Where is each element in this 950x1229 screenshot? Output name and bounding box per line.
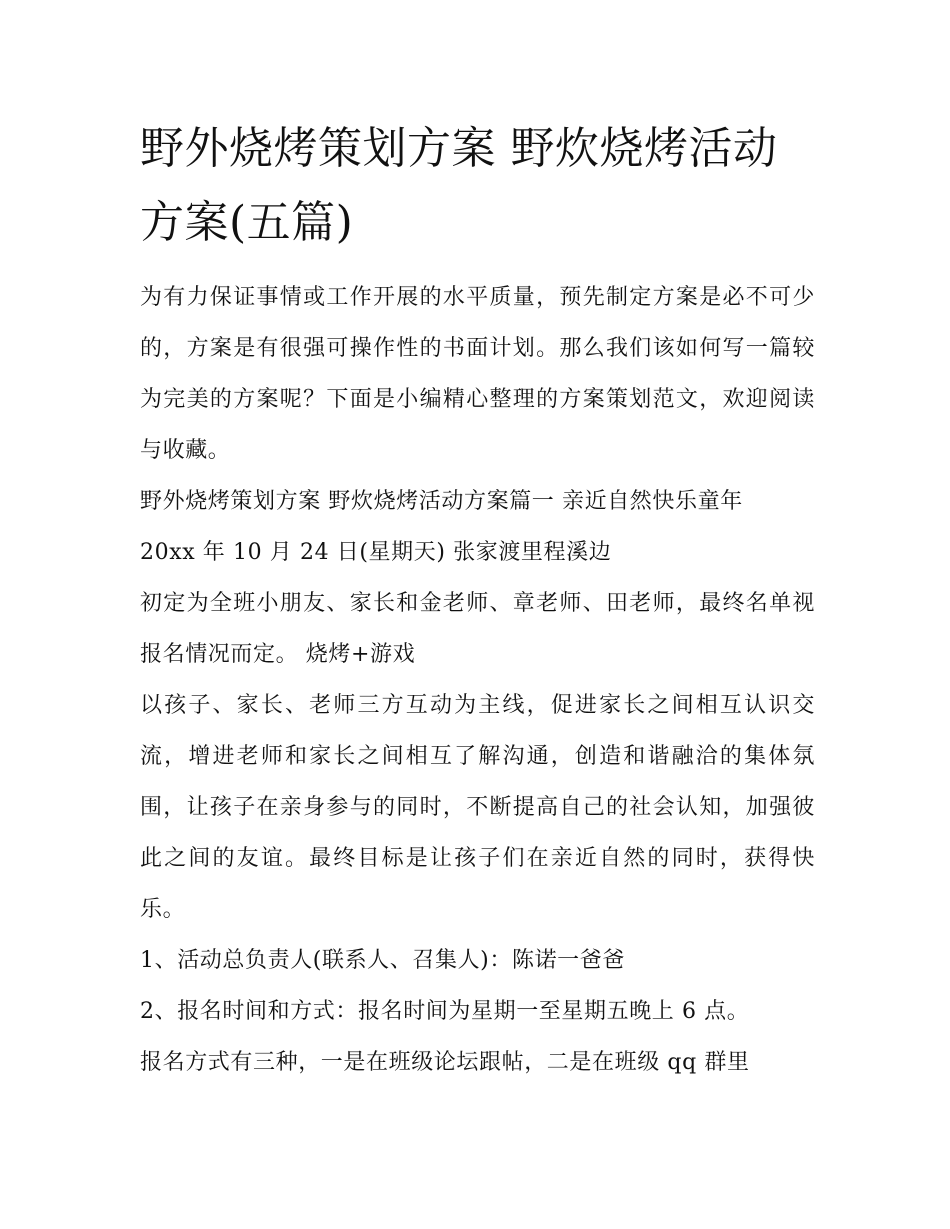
list-item-organizer: 1、活动总负责人(联系人、召集人)：陈诺一爸爸	[140, 948, 625, 973]
registration-methods-paragraph: 报名方式有三种，一是在班级论坛跟帖，二是在班级 qq 群里	[140, 1050, 750, 1075]
document-body	[140, 112, 815, 1088]
section-heading: 野外烧烤策划方案 野炊烧烤活动方案篇一 亲近自然快乐童年	[140, 489, 743, 514]
date-location-line: 20xx 年 10 月 24 日(星期天) 张家渡里程溪边	[140, 540, 612, 565]
participants-paragraph: 初定为全班小朋友、家长和金老师、章老师、田老师，最终名单视报名情况而定。 烧烤+游戏	[140, 591, 815, 667]
goal-paragraph: 以孩子、家长、老师三方互动为主线，促进家长之间相互认识交流，增进老师和家长之间相互了解沟通，创造和谐融洽的集体氛围，让孩子在亲身参与的同时，不断提高自己的社会认知，加强彼此之间的友谊。最终目标是让孩子们在亲近自然的同时，获得快乐。	[140, 693, 815, 922]
intro-paragraph: 为有力保证事情或工作开展的水平质量，预先制定方案是必不可少的，方案是有很强可操作性的书面计划。那么我们该如何写一篇较为完美的方案呢？下面是小编精心整理的方案策划范文，欢迎阅读与收藏。	[140, 285, 815, 463]
list-item-registration-time: 2、报名时间和方式：报名时间为星期一至星期五晚上 6 点。	[140, 999, 750, 1024]
document-title: 野外烧烤策划方案 野炊烧烤活动方案(五篇)	[140, 123, 778, 248]
